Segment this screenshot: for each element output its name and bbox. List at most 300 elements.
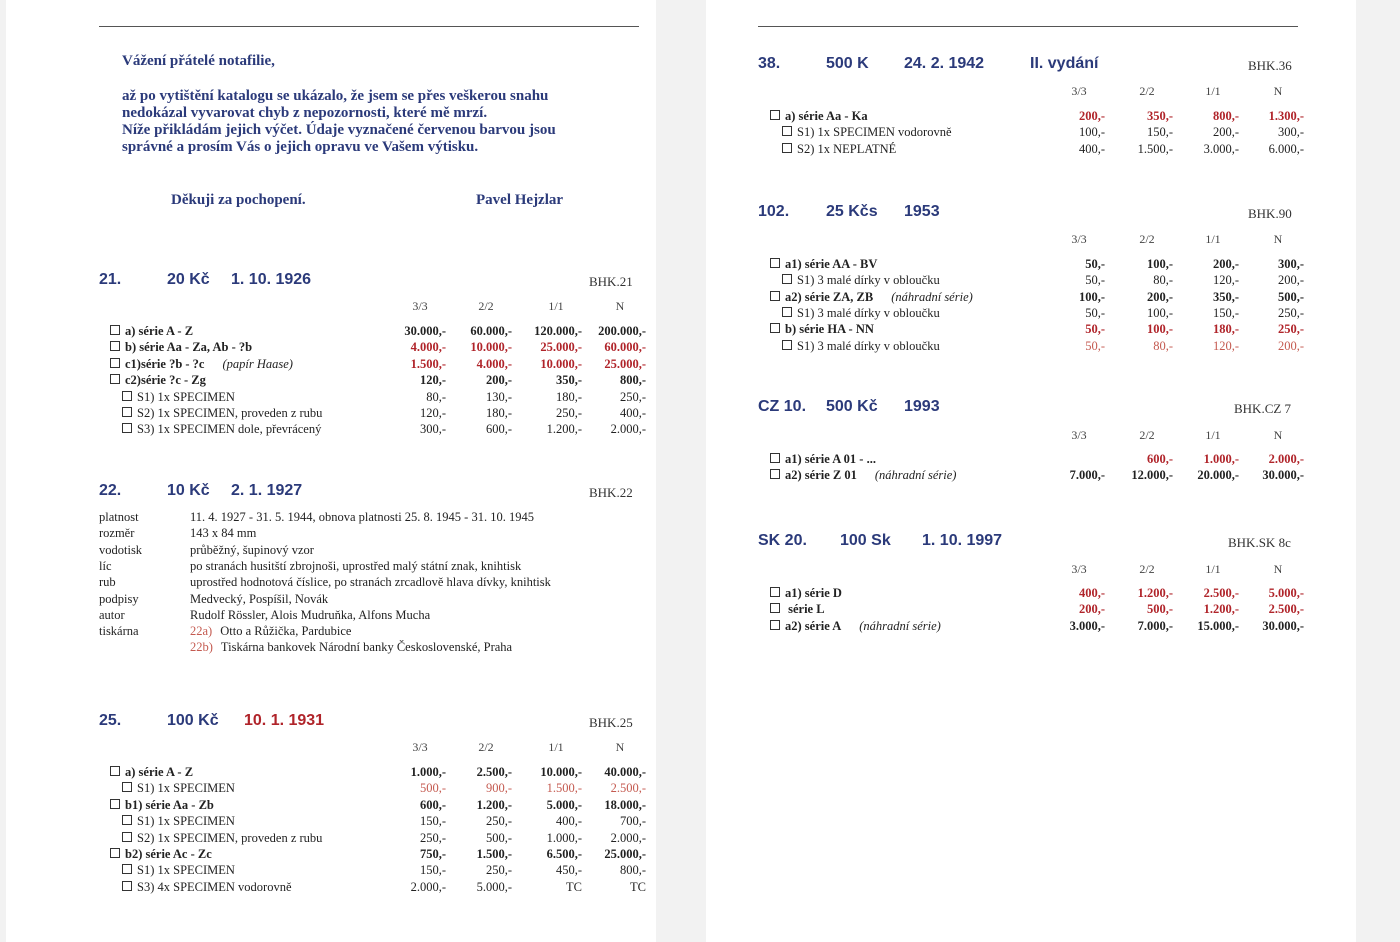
price-cell: 120,-: [419, 373, 446, 388]
detail-text: Medvecký, Pospíšil, Novák: [190, 591, 329, 606]
row-label-text: a2) série ZA, ZB: [785, 289, 874, 304]
checkbox-icon[interactable]: [770, 453, 780, 463]
table-row: [6, 797, 646, 813]
checkbox-icon[interactable]: [122, 832, 132, 842]
price-cell: 5.000,-: [546, 797, 582, 812]
price-cell: 80,-: [1153, 338, 1173, 353]
price-cell: 25.000,-: [604, 356, 646, 371]
price-cell: 1.000,-: [1203, 452, 1239, 466]
price-cell: 10.000,-: [470, 340, 512, 355]
section-date: 1953: [904, 203, 940, 220]
table-row: [706, 289, 1346, 305]
right-page: [706, 0, 1356, 942]
price-cell: 500,-: [1277, 289, 1304, 304]
table-row: [6, 339, 646, 355]
price-cell: 200,-: [1277, 273, 1304, 288]
price-cell: 800,-: [619, 373, 646, 388]
row-label-text: b) série HA - NN: [785, 322, 874, 337]
price-cell: 2.000,-: [610, 830, 646, 845]
table-row: [706, 585, 1346, 601]
section-denomination: 10 Kč: [167, 482, 210, 499]
row-label: [122, 780, 235, 796]
checkbox-icon[interactable]: [770, 620, 780, 630]
row-label: [782, 272, 940, 288]
checkbox-icon[interactable]: [770, 110, 780, 120]
price-cell: 180,-: [555, 389, 582, 404]
price-cell: 80,-: [1153, 273, 1173, 288]
table-row: [706, 256, 1346, 272]
row-label: [122, 421, 321, 437]
price-cell: 200,-: [1146, 289, 1173, 304]
detail-value: [190, 525, 256, 541]
table-row: [706, 451, 1346, 467]
column-header: 1/1: [1205, 232, 1221, 246]
price-cell: 50,-: [1085, 338, 1105, 353]
section-number: 25.: [99, 712, 122, 729]
row-label-text: S3) 1x SPECIMEN dole, převrácený: [137, 422, 322, 437]
section-number: SK 20.: [758, 532, 807, 549]
row-label: [122, 879, 292, 895]
bhk-code: BHK.90: [1248, 206, 1292, 221]
detail-value: [190, 558, 521, 574]
price-cell: 180,-: [1212, 322, 1239, 337]
price-cell: 2.500,-: [1203, 586, 1239, 600]
price-cell: 750,-: [419, 847, 446, 861]
checkbox-icon[interactable]: [110, 766, 120, 776]
bhk-code: BHK.CZ 7: [1234, 401, 1292, 416]
detail-prefix: 22a): [190, 624, 213, 639]
price-cell: 250,-: [1277, 305, 1304, 320]
price-cell: 400,-: [1078, 586, 1105, 600]
row-label: [110, 846, 212, 862]
row-label-text: a1) série AA - BV: [785, 257, 878, 271]
section-number: CZ 10.: [758, 398, 807, 415]
checkbox-icon[interactable]: [122, 391, 132, 401]
detail-text: po stranách husitští zbrojnoši, uprostřed malý státní znak, knihtisk: [190, 558, 522, 573]
price-cell: 300,-: [419, 422, 446, 437]
row-note: (náhradní série): [891, 289, 973, 304]
price-cell: 150,-: [1146, 125, 1173, 140]
table-row: [6, 879, 646, 895]
price-cell: 1.000,-: [546, 830, 582, 845]
price-cell: 5.000,-: [476, 879, 512, 894]
row-label: [122, 813, 235, 829]
row-label: [782, 305, 940, 321]
price-cell: 1.200,-: [1137, 586, 1173, 600]
checkbox-icon[interactable]: [110, 325, 120, 335]
row-label: [110, 323, 193, 339]
detail-key: tiskárna: [99, 624, 139, 639]
price-cell: 200,-: [1078, 109, 1105, 123]
price-cell: 300,-: [1277, 125, 1304, 140]
price-cell: 1.500,-: [476, 847, 512, 861]
price-cell: 30.000,-: [1262, 468, 1304, 483]
table-row: [6, 764, 646, 780]
detail-prefix: 22b): [190, 640, 213, 655]
price-cell: 7.000,-: [1137, 618, 1173, 633]
price-cell: 200.000,-: [598, 324, 646, 338]
price-cell: 600,-: [419, 797, 446, 812]
checkbox-icon[interactable]: [782, 126, 792, 136]
price-cell: 200,-: [1078, 602, 1105, 617]
table-row: [6, 356, 646, 372]
price-cell: 1.200,-: [1203, 602, 1239, 617]
checkbox-icon[interactable]: [110, 374, 120, 384]
price-cell: 30.000,-: [1262, 618, 1304, 633]
table-row: [706, 618, 1346, 634]
table-row: [706, 601, 1346, 617]
price-cell: 600,-: [1146, 452, 1173, 466]
row-label-text: S1) 1x SPECIMEN: [137, 389, 235, 404]
bhk-code: BHK.SK 8c: [1228, 535, 1291, 550]
table-row: [706, 305, 1346, 321]
column-header: 2/2: [1139, 428, 1155, 442]
column-header: 3/3: [412, 299, 428, 313]
price-cell: 25.000,-: [540, 340, 582, 355]
detail-value: [190, 639, 512, 655]
row-label-text: c2)série ?c - Zg: [125, 373, 206, 388]
thanks: Děkuji za pochopení.: [171, 192, 306, 208]
table-row: [6, 813, 646, 829]
row-label-text: b) série Aa - Za, Ab - ?b: [125, 340, 253, 355]
table-row: [6, 389, 646, 405]
checkbox-icon[interactable]: [782, 307, 792, 317]
table-row: [6, 405, 646, 421]
checkbox-icon[interactable]: [122, 407, 132, 417]
table-row: [6, 830, 646, 846]
section-number: 21.: [99, 271, 122, 288]
price-cell: 5.000,-: [1268, 586, 1304, 600]
row-label-text: S1) 3 malé dírky v obloučku: [797, 305, 940, 320]
detail-value: [190, 623, 351, 639]
price-cell: 450,-: [555, 863, 582, 878]
table-row: [706, 321, 1346, 337]
price-cell: 2.500,-: [610, 781, 646, 796]
price-cell: 2.000,-: [610, 422, 646, 437]
checkbox-icon[interactable]: [770, 291, 780, 301]
column-header: N: [1273, 428, 1283, 442]
section-denomination: 500 Kč: [826, 398, 878, 415]
detail-value: [190, 607, 430, 623]
price-cell: 400,-: [555, 814, 582, 829]
greeting: Vážení přátelé notafilie,: [122, 53, 275, 69]
row-note: (náhradní série): [874, 468, 957, 483]
checkbox-icon[interactable]: [110, 848, 120, 858]
price-cell: 1.200,-: [476, 797, 512, 812]
checkbox-icon[interactable]: [770, 603, 780, 613]
price-cell: 250,-: [485, 814, 512, 829]
section-date: 1. 10. 1926: [231, 271, 312, 288]
checkbox-icon[interactable]: [782, 274, 792, 284]
detail-text: Rudolf Rössler, Alois Mudruňka, Alfons Mucha: [190, 607, 431, 622]
price-cell: 250,-: [419, 830, 446, 845]
price-cell: 150,-: [419, 814, 446, 829]
checkbox-icon[interactable]: [782, 340, 792, 350]
row-label: [122, 389, 235, 405]
price-cell: 30.000,-: [404, 324, 446, 338]
column-header: 2/2: [1139, 232, 1155, 246]
checkbox-icon[interactable]: [122, 782, 132, 792]
price-cell: TC: [630, 879, 646, 894]
detail-value: [190, 574, 551, 590]
checkbox-icon[interactable]: [122, 423, 132, 433]
price-cell: 10.000,-: [540, 765, 582, 779]
price-cell: 600,-: [485, 422, 512, 437]
bhk-code: BHK.25: [589, 715, 633, 730]
column-header: 1/1: [1205, 562, 1221, 576]
price-cell: 150,-: [1212, 305, 1239, 320]
row-label: [110, 797, 214, 813]
section-date: 24. 2. 1942: [904, 55, 985, 72]
intro-line: nedokázal vyvarovat chyb z nepozornosti, které mě mrzí.: [122, 105, 488, 121]
row-label-text: a1) série A 01 - ...: [785, 452, 876, 466]
column-header: 2/2: [1139, 562, 1155, 576]
row-label-text: a1) série D: [785, 586, 842, 600]
row-label: [110, 356, 293, 372]
detail-text: 143 x 84 mm: [190, 526, 257, 541]
table-row: [6, 323, 646, 339]
row-label-text: S1) 3 malé dírky v obloučku: [797, 338, 940, 353]
detail-text: uprostřed hodnotová číslice, po stranách zrcadlově hlava dívky, knihtisk: [190, 575, 551, 590]
checkbox-icon[interactable]: [770, 323, 780, 333]
price-cell: 100,-: [1146, 257, 1173, 271]
price-cell: 50,-: [1085, 305, 1105, 320]
price-cell: TC: [566, 879, 582, 894]
row-label-text: S2) 1x NEPLATNÉ: [797, 141, 897, 156]
column-header: 1/1: [548, 740, 564, 754]
price-cell: 100,-: [1078, 125, 1105, 140]
price-cell: 18.000,-: [604, 797, 646, 812]
row-label: [770, 321, 874, 337]
column-header: 1/1: [1205, 84, 1221, 98]
row-label: [110, 339, 252, 355]
row-label: [770, 451, 876, 467]
table-row: [706, 141, 1346, 157]
price-cell: 300,-: [1277, 257, 1304, 271]
detail-value: [190, 591, 328, 607]
section-edition: II. vydání: [1030, 55, 1099, 72]
table-row: [706, 272, 1346, 288]
price-cell: 120.000,-: [534, 324, 582, 338]
price-cell: 2.000,-: [410, 879, 446, 894]
row-label-text: S1) 3 malé dírky v obloučku: [797, 273, 940, 288]
price-cell: 200,-: [1212, 257, 1239, 271]
section-number: 38.: [758, 55, 781, 72]
price-cell: 250,-: [619, 389, 646, 404]
column-header: N: [1273, 562, 1283, 576]
bhk-code: BHK.22: [589, 485, 633, 500]
column-header: 2/2: [478, 740, 494, 754]
row-label-text: a) série Aa - Ka: [785, 109, 868, 123]
left-page: [6, 0, 656, 942]
price-cell: 4.000,-: [476, 356, 512, 371]
price-cell: 200,-: [1277, 338, 1304, 353]
price-cell: 350,-: [1212, 289, 1239, 304]
section-denomination: 100 Sk: [840, 532, 891, 549]
top-rule: [758, 26, 1298, 27]
section-denomination: 500 K: [826, 55, 869, 72]
row-label: [122, 405, 322, 421]
row-label: [122, 862, 235, 878]
price-cell: 700,-: [619, 814, 646, 829]
price-cell: 100,-: [1146, 322, 1173, 337]
row-label: [782, 124, 952, 140]
row-label-text: a2) série A: [785, 618, 842, 633]
table-row: [6, 862, 646, 878]
row-label-text: a2) série Z 01: [785, 468, 857, 483]
row-label-text: S1) 1x SPECIMEN: [137, 814, 235, 829]
price-cell: 1.500,-: [1137, 141, 1173, 156]
price-cell: 250,-: [555, 406, 582, 420]
detail-key: podpisy: [99, 591, 139, 606]
row-label-text: a) série A - Z: [125, 765, 194, 779]
checkbox-icon[interactable]: [110, 799, 120, 809]
price-cell: 10.000,-: [540, 356, 582, 371]
price-cell: 40.000,-: [604, 765, 646, 779]
checkbox-icon[interactable]: [770, 469, 780, 479]
detail-key: líc: [99, 558, 112, 573]
intro-line: Níže přikládám jejich výčet. Údaje vyznačené červenou barvou jsou: [122, 122, 556, 138]
table-row: [706, 338, 1346, 354]
price-cell: 50,-: [1085, 273, 1105, 288]
price-cell: 100,-: [1146, 305, 1173, 320]
price-cell: 400,-: [1078, 141, 1105, 156]
column-header: N: [615, 299, 625, 313]
row-label: [770, 618, 941, 634]
detail-key: platnost: [99, 510, 139, 524]
bhk-code: BHK.21: [589, 274, 633, 289]
section-date: 1. 10. 1997: [922, 532, 1003, 549]
row-note: (náhradní série): [859, 618, 941, 633]
row-label: [770, 467, 956, 483]
row-label: [770, 256, 877, 272]
row-label-text: b1) série Aa - Zb: [125, 797, 214, 812]
detail-key: autor: [99, 607, 125, 622]
table-row: [6, 372, 646, 388]
row-label-text: S1) 1x SPECIMEN: [137, 863, 235, 878]
checkbox-icon[interactable]: [122, 881, 132, 891]
section-denomination: 100 Kč: [167, 712, 219, 729]
table-row: [706, 124, 1346, 140]
checkbox-icon[interactable]: [122, 815, 132, 825]
section-number: 102.: [758, 203, 790, 220]
price-cell: 500,-: [485, 830, 512, 845]
price-cell: 350,-: [1146, 109, 1173, 123]
checkbox-icon[interactable]: [122, 864, 132, 874]
price-cell: 12.000,-: [1131, 468, 1173, 483]
price-cell: 120,-: [1212, 273, 1239, 288]
column-header: 3/3: [412, 740, 428, 754]
price-cell: 120,-: [1212, 338, 1239, 353]
price-cell: 800,-: [1212, 109, 1239, 123]
price-cell: 20.000,-: [1197, 468, 1239, 483]
price-cell: 60.000,-: [604, 340, 646, 355]
row-label-text: S3) 4x SPECIMEN vodorovně: [137, 879, 292, 894]
top-rule: [99, 26, 639, 27]
column-header: N: [1273, 84, 1283, 98]
row-label: [122, 830, 322, 846]
table-row: [706, 467, 1346, 483]
column-header: N: [615, 740, 625, 754]
column-header: 2/2: [478, 299, 494, 313]
price-cell: 130,-: [485, 389, 512, 404]
bhk-code: BHK.36: [1248, 58, 1292, 73]
price-cell: 4.000,-: [410, 340, 446, 355]
detail-text: průběžný, šupinový vzor: [190, 542, 314, 557]
section-date: 1993: [904, 398, 940, 415]
checkbox-icon[interactable]: [770, 258, 780, 268]
section-number: 22.: [99, 482, 122, 499]
detail-text: 11. 4. 1927 - 31. 5. 1944, obnova platnosti 25. 8. 1945 - 31. 10. 1945: [190, 510, 534, 524]
row-label: [770, 585, 842, 601]
checkbox-icon[interactable]: [782, 143, 792, 153]
price-cell: 1.500,-: [410, 356, 446, 371]
price-cell: 50,-: [1085, 257, 1105, 271]
column-header: 2/2: [1139, 84, 1155, 98]
price-cell: 500,-: [419, 781, 446, 796]
price-cell: 1.000,-: [410, 765, 446, 779]
row-label-text: S1) 1x SPECIMEN vodorovně: [797, 125, 952, 140]
price-cell: 900,-: [485, 781, 512, 796]
row-label-text: c1)série ?b - ?c: [125, 356, 205, 371]
detail-key: vodotisk: [99, 542, 143, 557]
price-cell: 400,-: [619, 406, 646, 420]
price-cell: 2.000,-: [1268, 452, 1304, 466]
section-denomination: 20 Kč: [167, 271, 210, 288]
price-cell: 15.000,-: [1197, 618, 1239, 633]
row-label: [782, 338, 940, 354]
price-cell: 7.000,-: [1069, 468, 1105, 483]
checkbox-icon[interactable]: [110, 341, 120, 351]
checkbox-icon[interactable]: [770, 587, 780, 597]
price-cell: 250,-: [1277, 322, 1304, 337]
row-label-text: a) série A - Z: [125, 324, 194, 338]
intro-line: až po vytištění katalogu se ukázalo, že jsem se přes veškerou snahu: [122, 88, 549, 104]
price-cell: 100,-: [1078, 289, 1105, 304]
price-cell: 1.500,-: [546, 781, 582, 796]
row-label-text: S1) 1x SPECIMEN: [137, 781, 235, 796]
row-label: [110, 764, 193, 780]
row-label: [770, 601, 825, 617]
price-cell: 150,-: [419, 863, 446, 878]
price-cell: 250,-: [485, 863, 512, 878]
column-header: 3/3: [1071, 562, 1087, 576]
column-header: 1/1: [1205, 428, 1221, 442]
table-row: [6, 780, 646, 796]
detail-text: Otto a Růžička, Pardubice: [220, 624, 352, 639]
column-header: N: [1273, 232, 1283, 246]
price-cell: 50,-: [1085, 322, 1105, 337]
table-row: [6, 421, 646, 437]
price-cell: 3.000,-: [1203, 141, 1239, 156]
row-label-text: S2) 1x SPECIMEN, proveden z rubu: [137, 406, 323, 420]
section-date: 10. 1. 1931: [244, 712, 325, 729]
price-cell: 6.000,-: [1268, 141, 1304, 156]
section-date: 2. 1. 1927: [231, 482, 303, 499]
row-label-text: b2) série Ac - Zc: [125, 847, 212, 861]
table-row: [6, 846, 646, 862]
price-cell: 25.000,-: [604, 847, 646, 861]
price-cell: 2.500,-: [1268, 602, 1304, 617]
section-denomination: 25 Kčs: [826, 203, 878, 220]
row-label-text: série L: [785, 602, 825, 617]
table-row: [706, 108, 1346, 124]
column-header: 1/1: [548, 299, 564, 313]
detail-key: rub: [99, 575, 116, 590]
checkbox-icon[interactable]: [110, 358, 120, 368]
price-cell: 6.500,-: [546, 847, 582, 861]
price-cell: 200,-: [1212, 125, 1239, 140]
